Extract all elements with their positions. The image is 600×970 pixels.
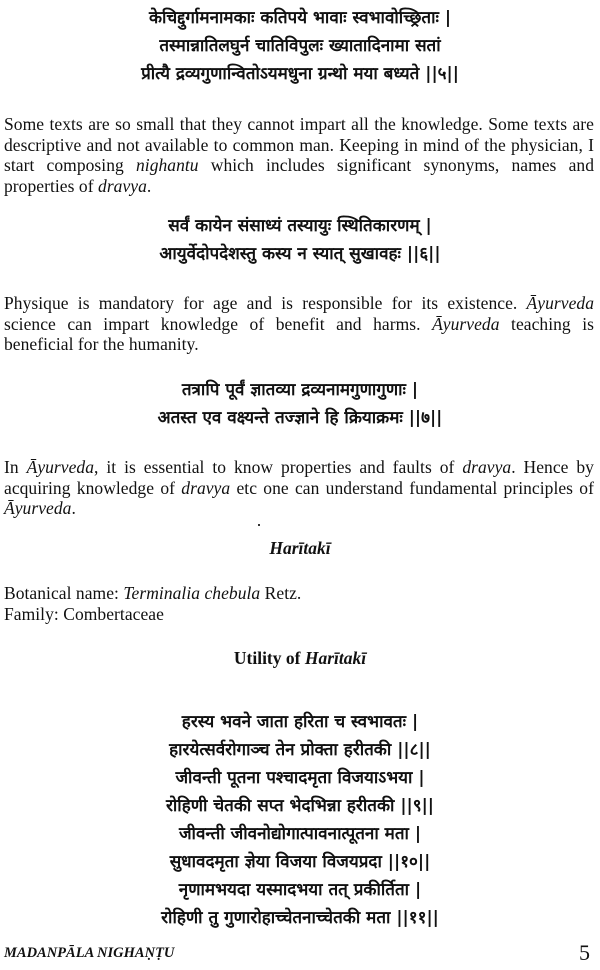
utility-prefix: Utility of — [233, 648, 305, 668]
text: . — [71, 498, 76, 518]
text: etc one can understand fundamental principles of — [230, 477, 594, 498]
utility-name: Harītakī — [304, 648, 367, 668]
sanskrit-verse-5 — [0, 4, 600, 88]
verse-line: सर्वं कायेन संसाध्यं तस्यायुः स्थितिकारणम् | — [168, 216, 432, 236]
verse-line: नृणामभयदा यस्मादभया तत् प्रकीर्तिता | — [178, 880, 422, 900]
term: Āyurveda — [26, 457, 95, 477]
text: which includes significant synonyms, names and properties of — [4, 155, 594, 196]
botanical-name-line — [4, 583, 594, 604]
text: science can impart knowledge of benefit and harms. — [4, 313, 433, 334]
verse-line: तत्रापि पूर्वं ज्ञातव्या द्रव्यनामगुणागुणाः | — [181, 380, 419, 400]
sanskrit-verse-6 — [0, 212, 600, 268]
translation-paragraph-2 — [4, 293, 594, 355]
text: In — [4, 457, 27, 477]
sanskrit-verse-7 — [0, 376, 600, 432]
verse-line: केचिद्दुर्गामनामकाः कतिपये भावाः स्वभावोच्छ्रिताः | — [148, 8, 452, 28]
family-line: Family: Combertaceae — [4, 603, 164, 624]
translation-paragraph-1 — [4, 114, 594, 196]
utility-heading — [0, 648, 600, 669]
text: , it is essential to know properties and faults of — [94, 457, 463, 477]
term: Āyurveda — [526, 293, 594, 313]
verse-line: रोहिणी चेतकी सप्त भेदभिन्ना हरीतकी ||९|| — [165, 796, 435, 816]
term: nighantu — [135, 155, 199, 175]
text: Some texts are so small that they cannot impart all the knowledge. Some texts are descriptive and not available to common man. Keeping in mind of the physician, I start composing — [4, 114, 594, 175]
section-heading — [0, 538, 600, 559]
page-number: 5 — [579, 940, 590, 965]
sanskrit-verses-8-11 — [0, 708, 600, 932]
botanical-info — [4, 583, 594, 624]
verse-line: तस्मान्नातिलघुर्न चातिविपुलः ख्यातादिनामा सतां — [159, 36, 441, 56]
verse-line: जीवन्ती जीवनोद्योगात्पावनात्पूतना मता | — [178, 824, 422, 844]
text: teaching is beneficial for the humanity. — [4, 313, 594, 354]
verse-line: रोहिणी तु गुणारोहाच्चेतनाच्चेतकी मता ||११|| — [161, 908, 439, 928]
text: . — [146, 175, 152, 196]
verse-line: अतस्त एव वक्ष्यन्ते तज्ज्ञाने हि क्रियाक्रमः ||७|| — [157, 408, 443, 428]
print-speck — [258, 524, 260, 526]
verse-line: जीवन्ती पूतना पश्चादमृता विजयाऽभया | — [175, 768, 425, 788]
term: dravya — [462, 457, 512, 477]
term: dravya — [98, 175, 147, 196]
verse-line: हरस्य भवने जाता हरिता च स्वभावतः | — [181, 712, 419, 732]
text: Physique is mandatory for age and is responsible for its existence. — [4, 293, 527, 313]
verse-line: आयुर्वेदोपदेशस्तु कस्य न स्यात् सुखावहः ||६|| — [159, 244, 441, 264]
term: Āyurveda — [4, 498, 72, 518]
term: Āyurveda — [432, 313, 500, 334]
running-footer-title: MADANPĀLA NIGHAṆṬU — [4, 945, 175, 961]
botanical-name: Terminalia chebula — [123, 583, 261, 603]
botanical-author: Retz. — [260, 583, 302, 603]
translation-paragraph-3 — [4, 457, 594, 519]
verse-line: प्रीत्यै द्रव्यगुणान्वितोऽयमधुना ग्रन्थो मया बध्यते ||५|| — [141, 64, 459, 84]
verse-line: सुधावदमृता ज्ञेया विजया विजयप्रदा ||१०|| — [169, 852, 431, 872]
verse-line: हारयेत्सर्वरोगाञ्च तेन प्रोक्ता हरीतकी ||८|| — [169, 740, 431, 760]
section-title: Harītakī — [269, 538, 331, 558]
text: . Hence by acquiring knowledge of — [4, 457, 594, 498]
term: dravya — [181, 477, 231, 498]
botanical-label: Botanical name: — [4, 583, 124, 603]
